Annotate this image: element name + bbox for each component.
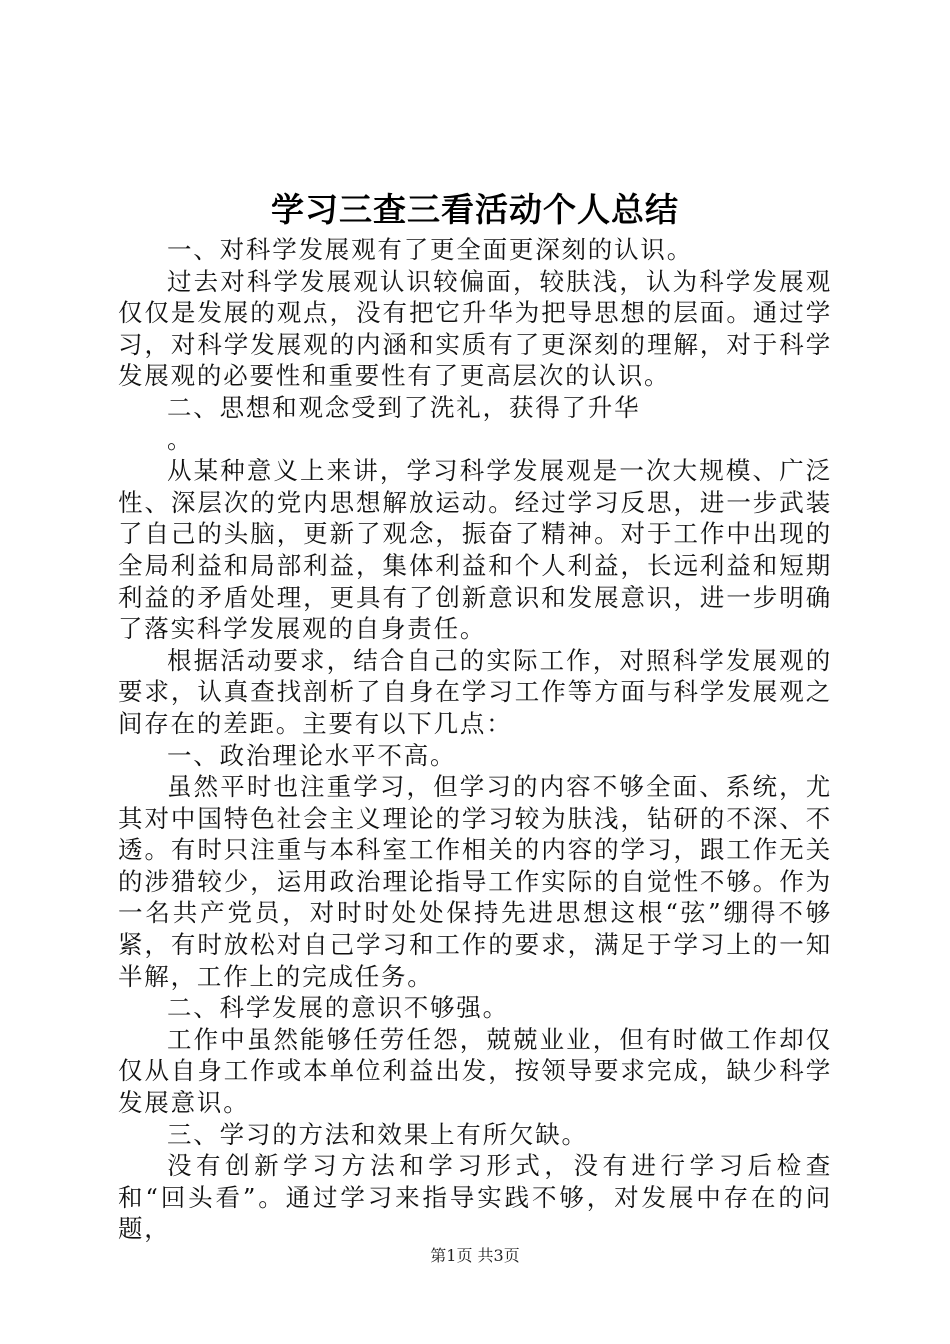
body-paragraph: 根据活动要求，结合自己的实际工作，对照科学发展观的要求，认真查找剖析了自身在学习工作等方面与科学发展观之间存在的差距。主要有以下几点： xyxy=(118,645,832,738)
section-heading: 一、政治理论水平不高。 xyxy=(167,740,457,770)
body-paragraph: 从某种意义上来讲，学习科学发展观是一次大规模、广泛性、深层次的党内思想解放运动。经过学习反思，进一步武装了自己的头脑，更新了观念，振奋了精神。对于工作中出现的全局利益和局部利益，集体利益和个人利益，长远利益和短期利益的矛盾处理，更具有了创新意识和发展意识，进一步明确了落实科学发展观的自身责任。 xyxy=(118,456,832,644)
document-title: 学习三查三看活动个人总结 xyxy=(271,190,679,229)
section-heading: 一、对科学发展观有了更全面更深刻的认识。 xyxy=(167,235,693,264)
section-heading: 二、思想和观念受到了洗礼，获得了升华 xyxy=(167,392,641,422)
document-body xyxy=(118,234,832,1245)
section-heading: 二、科学发展的意识不够强。 xyxy=(167,993,509,1023)
section-heading: 三、学习的方法和效果上有所欠缺。 xyxy=(167,1119,588,1149)
body-paragraph: 。 xyxy=(167,424,194,454)
body-paragraph: 虽然平时也注重学习，但学习的内容不够全面、系统，尤其对中国特色社会主义理论的学习较为肤浅，钻研的不深、不透。有时只注重与本科室工作相关的内容的学习，跟工作无关的涉猎较少，运用政治理论指导工作实际的自觉性不够。作为一名共产党员，对时时处处保持先进思想这根“弦”绷得不够紧，有时放松对自己学习和工作的要求，满足于学习上的一知半解，工作上的完成任务。 xyxy=(118,772,832,991)
body-paragraph: 工作中虽然能够任劳任怨，兢兢业业，但有时做工作却仅仅从自身工作或本单位利益出发，按领导要求完成，缺少科学发展意识。 xyxy=(118,1024,832,1118)
body-paragraph: 没有创新学习方法和学习形式，没有进行学习后检查和“回头看”。通过学习来指导实践不够，对发展中存在的问题， xyxy=(118,1151,832,1244)
page-number: 第1页 共3页 xyxy=(430,1246,520,1265)
body-paragraph: 过去对科学发展观认识较偏面，较肤浅，认为科学发展观仅仅是发展的观点，没有把它升华为把导思想的层面。通过学习，对科学发展观的内涵和实质有了更深刻的理解，对于科学发展观的必要性和重要性有了更高层次的认识。 xyxy=(118,266,832,391)
